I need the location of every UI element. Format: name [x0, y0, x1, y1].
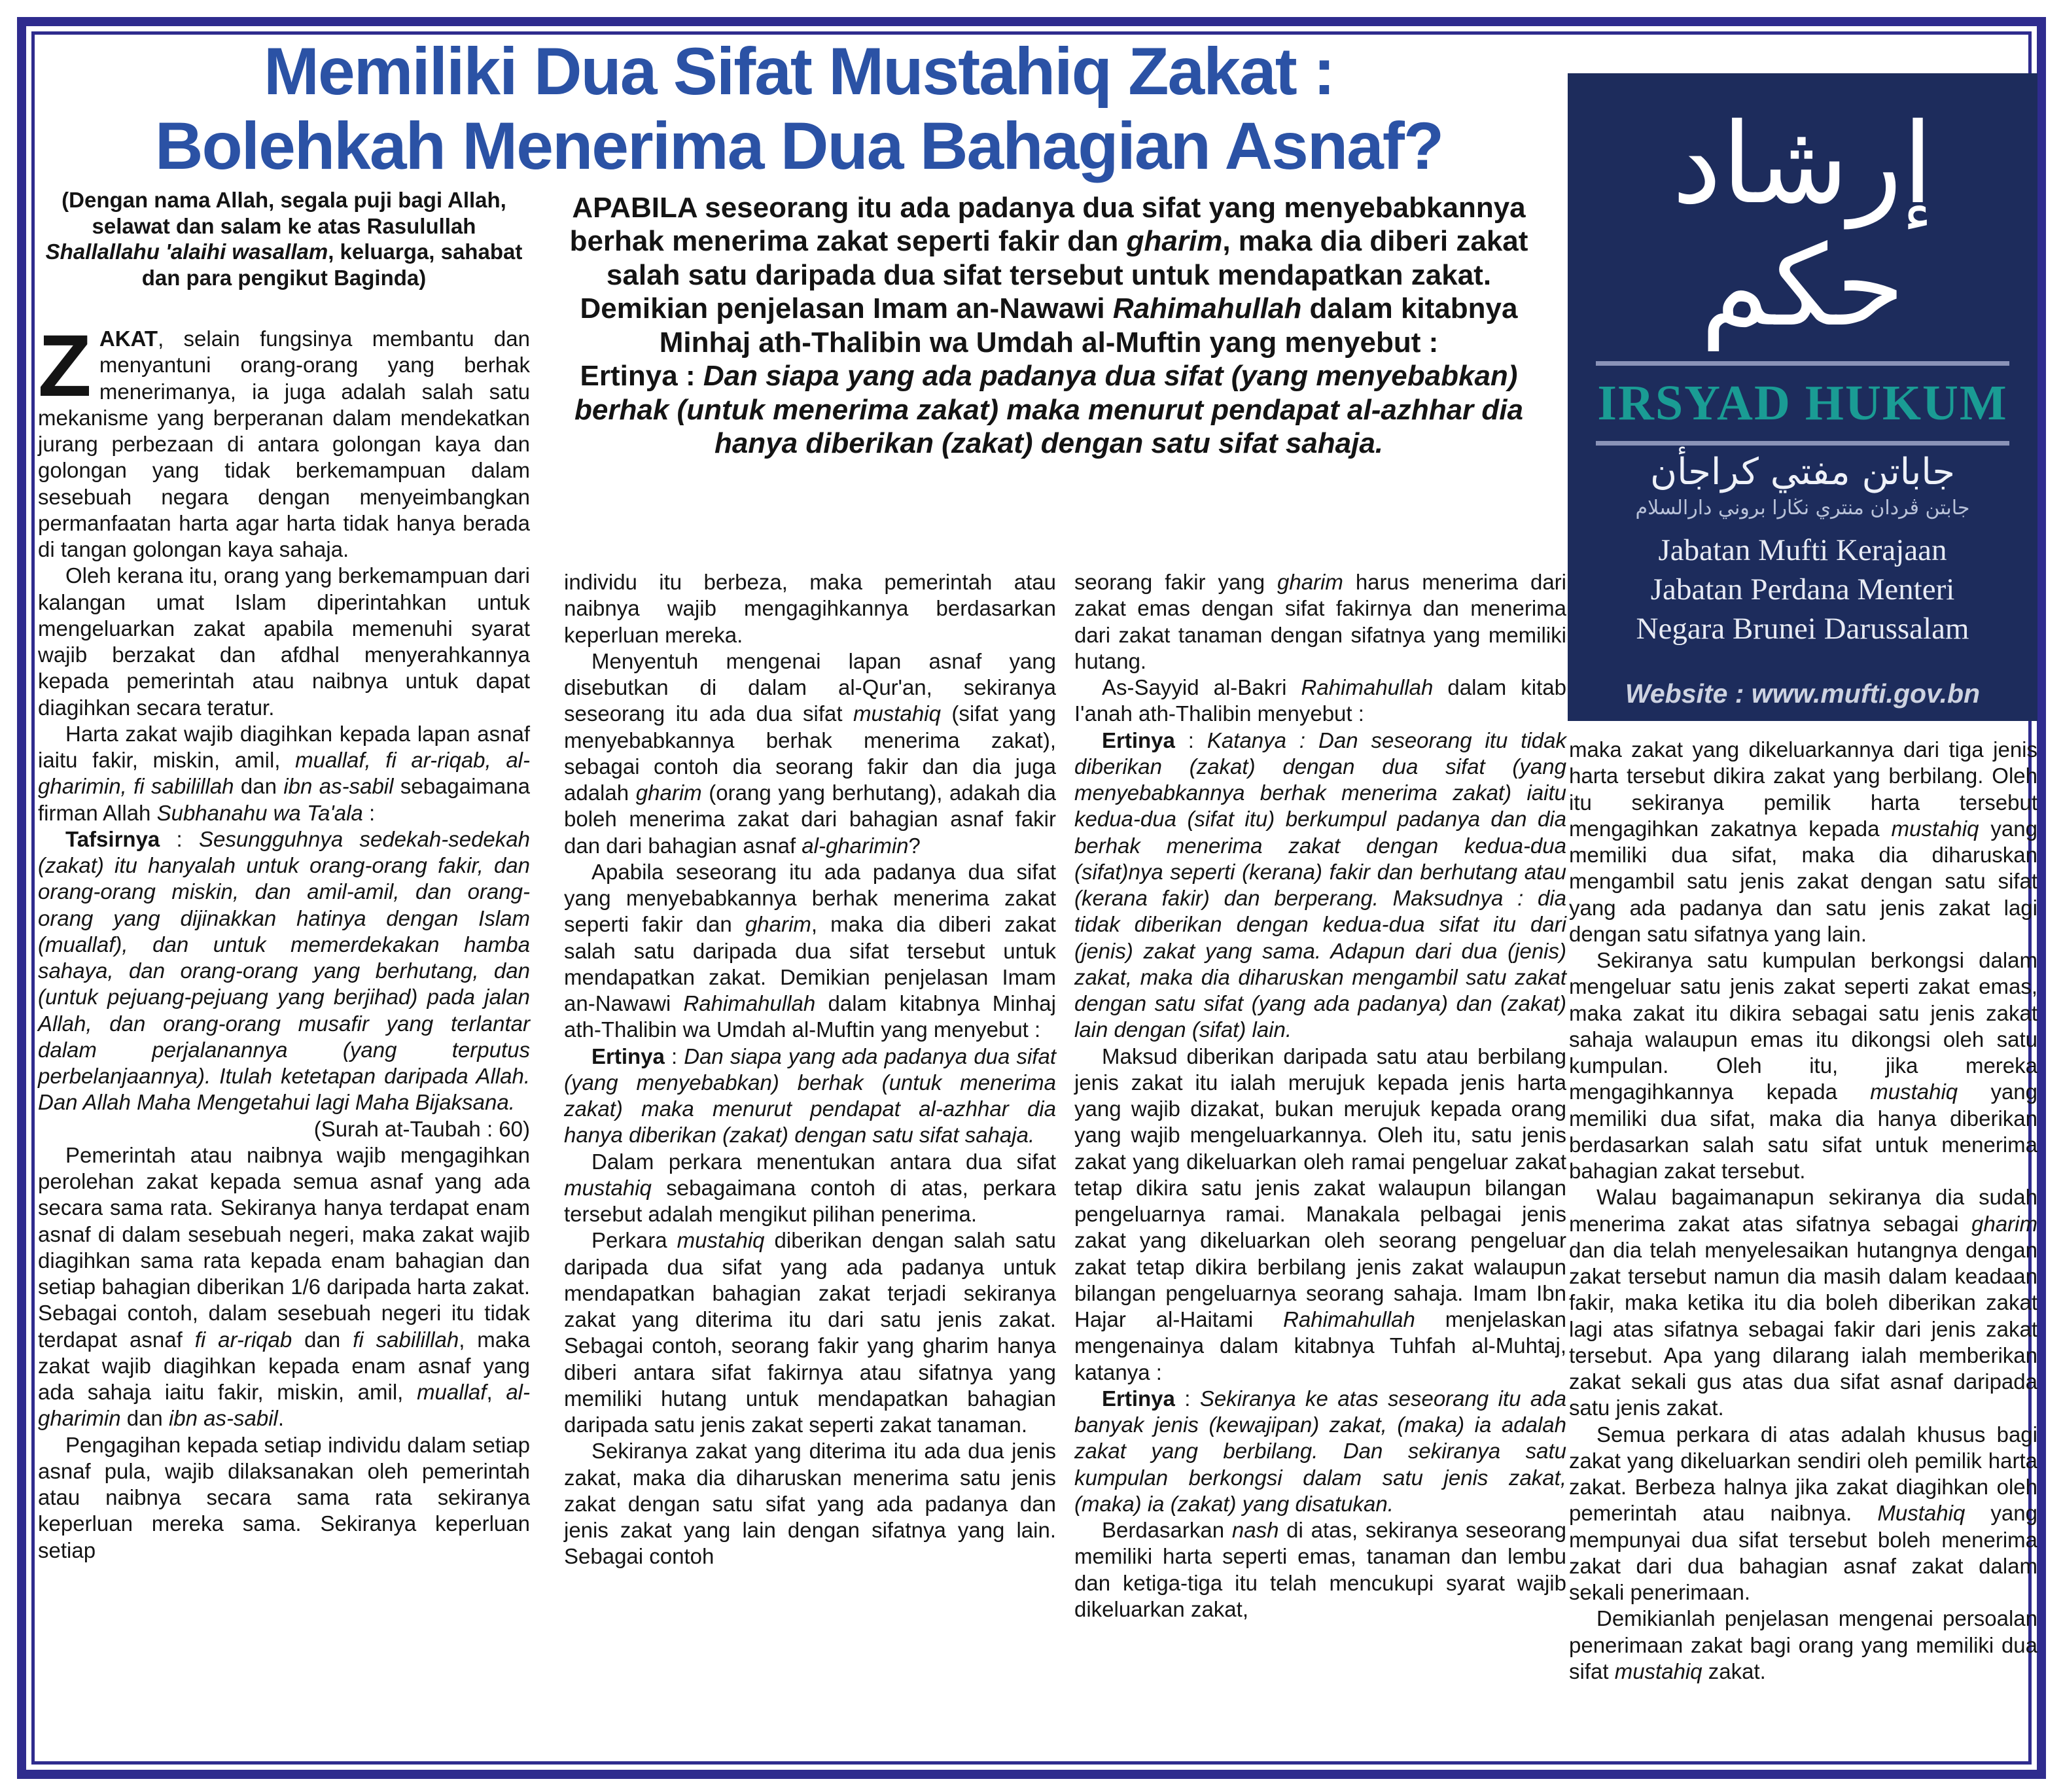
paragraph: maka zakat yang dikeluarkannya dari tiga jenis harta tersebut dikira zakat yang berbilang. Oleh itu sekiranya pemilik harta tersebut mengagihkan zakatnya kepada mustahiq yang memiliki dua sifat, maka dia diharuskan mengambil satu jenis zakat dengan satu sifat yang ada padanya dan satu jenis zakat lagi dengan satu sifatnya yang lain. — [1569, 737, 2037, 946]
organisation-name — [1568, 531, 2037, 648]
surah-reference: (Surah at-Taubah : 60) — [313, 1116, 530, 1141]
org-line-2: Jabatan Perdana Menteri — [1650, 572, 1955, 606]
paragraph — [38, 317, 530, 563]
body-column-1 — [38, 317, 531, 1564]
irsyad-hukum-masthead — [1568, 73, 2037, 721]
paragraph-text: AKAT, selain fungsinya membantu dan menyantuni orang-orang yang berhak menerimanya, ia juga adalah salah satu mekanisme yang berperanan dalam mendekatkan jurang perbezaan di antara golongan kaya dan golongan yang tidak berkemampuan dalam sesebuah negara dengan menyeimbangkan permanfaatan harta agar harta tidak hanya berada di tangan golongan kaya sahaja. — [38, 326, 530, 561]
arabic-calligraphy-sub1: جاباتن مفتي كراجأن — [1650, 451, 1955, 493]
paragraph: Harta zakat wajib diagihkan kepada lapan asnaf iaitu fakir, miskin, amil, muallaf, fi ar-riqab, al-gharimin, fi sabilillah dan ibn as-sabil sebagaimana firman Allah Subhanahu wa Ta'ala : — [38, 721, 531, 825]
lead-paragraph-2: Ertinya : Dan siapa yang ada padanya dua sifat (yang menyebabkan) berhak (untuk menerima zakat) maka menurut pendapat al-azhhar dia hanya diberikan (zakat) dengan satu sifat sahaja. — [574, 360, 1523, 460]
paragraph: Ertinya : Katanya : Dan seseorang itu tidak diberikan (zakat) dengan dua sifat (yang menyebabkannya berhak menerima zakat) iaitu kedua-dua (sifat itu) berkumpul padanya dan dia berhak menerima zakat dengan kedua-dua (sifat)nya seperti (kerana) fakir dan berhutang atau (kerana fakir) dan berperang. Maksudnya : dia tidak diberikan dengan kedua-dua sifat itu dari (jenis) zakat yang sama. Adapun dari dua (jenis) zakat, maka dia diharuskan mengambil satu zakat dengan satu sifat (yang ada padanya) dan (zakat) lain dengan (sifat) lain. — [1074, 728, 1566, 1042]
article-title-line1: Memiliki Dua Sifat Mustahiq Zakat : — [264, 34, 1334, 109]
paragraph: seorang fakir yang gharim harus menerima dari zakat emas dengan sifat fakirnya dan menerima dari zakat tanaman dengan sifatnya yang memiliki hutang. — [1074, 570, 1566, 673]
paragraph: Tafsirnya : Sesungguhnya sedekah-sedekah (zakat) itu hanyalah untuk orang-orang fakir, dan orang-orang miskin, dan amil-amil, dan orang-orang yang dijinakkan hatinya dengan Islam (muallaf), dan untuk memerdekakan hamba sahaya, dan orang-orang yang berhutang, dan (untuk pejuang-pejuang yang berjihad) pada jalan Allah, dan orang-orang musafir yang terlantar dalam perjalanannya (yang terputus perbelanjaannya). Itulah ketetapan daripada Allah. Dan Allah Maha Mengetahui lagi Maha Bijaksana. — [38, 826, 530, 1115]
paragraph: Semua perkara di atas adalah khusus bagi zakat yang dikeluarkan sendiri oleh pemilik harta zakat. Berbeza halnya jika zakat diagihkan oleh pemerintah atau naibnya. Mustahiq yang mempunyai dua sifat tersebut boleh menerima zakat dari dua bahagian asnaf zakat dalam sekali penerimaan. — [1569, 1422, 2037, 1604]
paragraph: Pengagihan kepada setiap individu dalam setiap asnaf pula, wajib dilaksanakan oleh pemerintah atau naibnya secara sama rata sekiranya keperluan mereka sama. Sekiranya keperluan setiap — [38, 1432, 530, 1562]
irsyad-hukum-wordmark: IRSYAD HUKUM — [1597, 376, 2008, 430]
paragraph: Ertinya : Sekiranya ke atas seseorang itu ada banyak jenis (kewajipan) zakat, (maka) ia adalah zakat yang berbilang. Dan sekiranya satu kumpulan berkongsi dalam satu jenis zakat, (maka) ia (zakat) yang disatukan. — [1074, 1386, 1566, 1516]
opening-supplication: (Dengan nama Allah, segala puji bagi Allah, selawat dan salam ke atas Rasulullah Shallallahu 'alaihi wasallam, keluarga, sahabat dan para pengikut Baginda) — [45, 188, 523, 290]
paragraph: Walau bagaimanapun sekiranya dia sudah menerima zakat atas sifatnya sebagai gharim dan dia telah menyelesaikan hutangnya dengan zakat tersebut namun dia masih dalam keadaan fakir, maka ketika itu dia boleh diberikan zakat lagi atas sifatnya sebagai fakir dari jenis zakat tersebut. Apa yang dilarang ialah memberikan zakat sekali gus atas dua sifat asnaf daripada satu jenis zakat. — [1569, 1185, 2037, 1420]
org-line-3: Negara Brunei Darussalam — [1636, 611, 1969, 646]
paragraph: Sekiranya satu kumpulan berkongsi dalam mengeluar satu jenis zakat seperti zakat emas, maka zakat itu dikira sebagai satu jenis zakat sahaja walaupun emas itu dikongsi oleh satu kumpulan. Oleh itu, jika mereka mengagihkannya kepada mustahiq yang memiliki dua sifat, maka dia hanya diberikan berdasarkan salah satu sifat untuk menerima bahagian zakat tersebut. — [1569, 948, 2038, 1183]
lead-paragraph-1: APABILA seseorang itu ada padanya dua sifat yang menyebabkannya berhak menerima zakat seperti fakir dan gharim, maka dia diberi zakat salah satu daripada dua sifat tersebut untuk mendapatkan zakat. Demikian penjelasan Imam an-Nawawi Rahimahullah dalam kitabnya Minhaj ath-Thalibin wa Umdah al-Muftin yang menyebut : — [569, 192, 1528, 359]
paragraph: Sekiranya zakat yang diterima itu ada dua jenis zakat, maka dia diharuskan menerima satu jenis zakat dengan satu sifat yang ada padanya dan jenis zakat yang lain dengan sifatnya yang lain. Sebagai contoh — [564, 1439, 1056, 1569]
body-column-3 — [1074, 569, 1566, 1623]
paragraph: Ertinya : Dan siapa yang ada padanya dua sifat (yang menyebabkan) berhak (untuk menerima zakat) maka menurut pendapat al-azhhar dia hanya diberikan (zakat) dengan satu sifat sahaja. — [564, 1044, 1056, 1148]
paragraph: Berdasarkan nash di atas, sekiranya seseorang memiliki harta seperti emas, tanaman dan lembu dan ketiga-tiga itu telah mencukupi syarat wajib dikeluarkan zakat, — [1074, 1518, 1566, 1621]
article-title-line2: Bolehkah Menerima Dua Bahagian Asnaf? — [154, 109, 1443, 184]
paragraph: Apabila seseorang itu ada padanya dua sifat yang menyebabkannya berhak menerima zakat seperti fakir dan gharim, maka dia diberi zakat salah satu daripada dua sifat tersebut untuk mendapatkan zakat. Demikian penjelasan Imam an-Nawawi Rahimahullah dalam kitabnya Minhaj ath-Thalibin wa Umdah al-Muftin yang menyebut : — [564, 859, 1056, 1042]
paragraph: Oleh kerana itu, orang yang berkemampuan dari kalangan umat Islam diperintahkan untuk mengeluarkan zakat apabila memenuhi syarat wajib berzakat dan afdhal menyerahkannya kepada pemerintah atau naibnya untuk dapat diagihkan secara teratur. — [38, 563, 530, 720]
paragraph: individu itu berbeza, maka pemerintah atau naibnya wajib mengagihkannya berdasarkan keperluan mereka. — [564, 570, 1056, 647]
paragraph: Dalam perkara menentukan antara dua sifat mustahiq sebagaimana contoh di atas, perkara tersebut adalah mengikut pilihan penerima. — [564, 1149, 1056, 1226]
dropcap-letter: Z — [38, 317, 92, 415]
arabic-calligraphy-main: إرشاد حكم — [1672, 99, 1933, 351]
body-column-2 — [564, 569, 1056, 1570]
paragraph: Maksud diberikan daripada satu atau berbilang jenis zakat itu ialah merujuk kepada jenis harta yang wajib dizakat, bukan merujuk kepada orang yang wajib mengeluarkannya. Oleh itu, satu jenis zakat yang dikeluarkan oleh ramai pengeluar zakat tetap dikira satu jenis zakat walaupun bilangan pengeluarnya ramai. Manakala pelbagai jenis zakat yang dikeluarkan oleh seorang pengeluar zakat tetap dikira berbilang jenis zakat walaupun bilangan pengeluarnya seorang sahaja. Imam Ibn Hajar al-Haitami Rahimahullah menjelaskan mengenainya dalam kitabnya Tuhfah al-Muhtaj, katanya : — [1074, 1044, 1566, 1384]
org-line-1: Jabatan Mufti Kerajaan — [1658, 533, 1947, 567]
paragraph: Demikianlah penjelasan mengenai persoalan penerimaan zakat bagi orang yang memiliki dua sifat mustahiq zakat. — [1569, 1606, 2037, 1683]
article-title — [59, 34, 1539, 183]
divider-line — [1596, 361, 2009, 366]
divider-line — [1596, 441, 2009, 446]
arabic-calligraphy-sub2: جابتن ڤردان منتري نڬارا بروني دارالسلام — [1635, 496, 1970, 519]
lead-summary — [567, 191, 1531, 461]
website-line: Website : www.mufti.gov.bn — [1625, 678, 1981, 709]
paragraph: As-Sayyid al-Bakri Rahimahullah dalam kitab I'anah ath-Thalibin menyebut : — [1074, 675, 1566, 726]
paragraph: Perkara mustahiq diberikan dengan salah satu daripada dua sifat yang ada padanya untuk mendapatkan bahagian zakat terjadi sekiranya zakat yang diterima itu dari satu jenis zakat. Sebagai contoh, seorang fakir yang gharim hanya diberi antara sifat fakirnya atau sifatnya yang memiliki hutang untuk mendapatkan bahagian daripada satu jenis zakat seperti zakat tanaman. — [564, 1228, 1057, 1437]
paragraph: Pemerintah atau naibnya wajib mengagihkan perolehan zakat kepada semua asnaf yang ada secara sama rata. Sekiranya hanya terdapat enam asnaf di dalam sesebuah negeri, maka zakat wajib diagihkan sama rata kepada enam bahagian dan setiap bahagian diberikan 1/6 daripada harta zakat. Sebagai contoh, dalam sesebuah negeri itu tidak terdapat asnaf fi ar-riqab dan fi sabilillah, maka zakat wajib diagihkan kepada enam asnaf yang ada sahaja iaitu fakir, miskin, amil, muallaf, al-gharimin dan ibn as-sabil. — [38, 1142, 531, 1431]
paragraph: Menyentuh mengenai lapan asnaf yang disebutkan di dalam al-Qur'an, sekiranya seseorang itu ada dua sifat mustahiq (sifat yang menyebabkannya berhak menerima zakat), sebagai contoh dia seorang fakir dan dia juga adalah gharim (orang yang berhutang), adakah dia boleh menerima zakat dari bahagian asnaf fakir dan dari bahagian asnaf al-gharimin? — [564, 648, 1056, 858]
body-column-4 — [1569, 737, 2037, 1685]
